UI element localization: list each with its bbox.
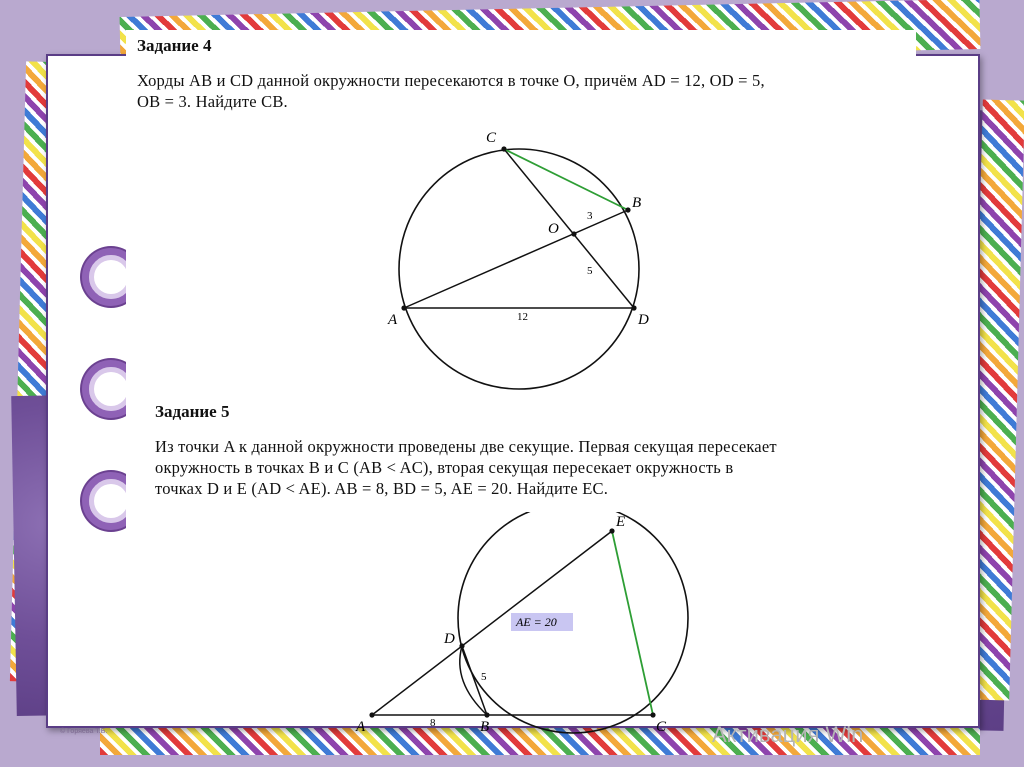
- task5-figure: [350, 512, 700, 742]
- segment-ec-green: [612, 531, 653, 715]
- label-a: A: [388, 312, 398, 328]
- task5-line: точках D и E (AD < AE). AB = 8, BD = 5, AE = 20. Найдите EC.: [155, 479, 609, 498]
- length-ad: 12: [517, 311, 528, 323]
- task4-title: Задание 4: [137, 36, 212, 55]
- point-e: [609, 528, 614, 533]
- label-c: C: [486, 130, 497, 146]
- task4-figure: [380, 125, 670, 400]
- length-bd: 5: [481, 671, 487, 683]
- label-b: B: [480, 719, 490, 735]
- footer-credit: © Горяева Т.Б.: [60, 728, 108, 735]
- task5-line: окружность в точках B и C (AB < AC), вторая секущая пересекает окружность в: [155, 458, 734, 477]
- task5-title: Задание 5: [155, 402, 230, 421]
- task5-line: Из точки A к данной окружности проведены две секущие. Первая секущая пересекает: [155, 437, 777, 456]
- callout-ae: AE = 20: [516, 615, 557, 629]
- point-d: [631, 305, 636, 310]
- point-o: [571, 231, 576, 236]
- label-d: D: [638, 312, 649, 328]
- length-od: 5: [587, 265, 593, 277]
- windows-activation-watermark: Активация Win: [712, 722, 864, 747]
- label-a: A: [356, 719, 366, 735]
- label-c: C: [656, 719, 667, 735]
- point-c: [650, 712, 655, 717]
- point-c: [501, 146, 506, 151]
- secant-ade: [372, 531, 612, 715]
- task4-line: OB = 3. Найдите CB.: [137, 92, 288, 111]
- label-d: D: [444, 631, 455, 647]
- point-a: [369, 712, 374, 717]
- point-b: [484, 712, 489, 717]
- point-d: [459, 643, 464, 648]
- task5-statement: [155, 436, 777, 499]
- label-e: E: [616, 514, 626, 530]
- task4-statement: [137, 70, 765, 112]
- length-ab: 8: [430, 717, 436, 729]
- ring-mask: [126, 240, 166, 310]
- point-b: [625, 207, 630, 212]
- point-a: [401, 305, 406, 310]
- label-b: B: [632, 195, 642, 211]
- task4-line: Хорды AB и CD данной окружности пересекаются в точке O, причём AD = 12, OD = 5,: [137, 71, 765, 90]
- chord-cd: [504, 149, 634, 308]
- length-ob: 3: [587, 210, 593, 222]
- label-o: O: [548, 221, 559, 237]
